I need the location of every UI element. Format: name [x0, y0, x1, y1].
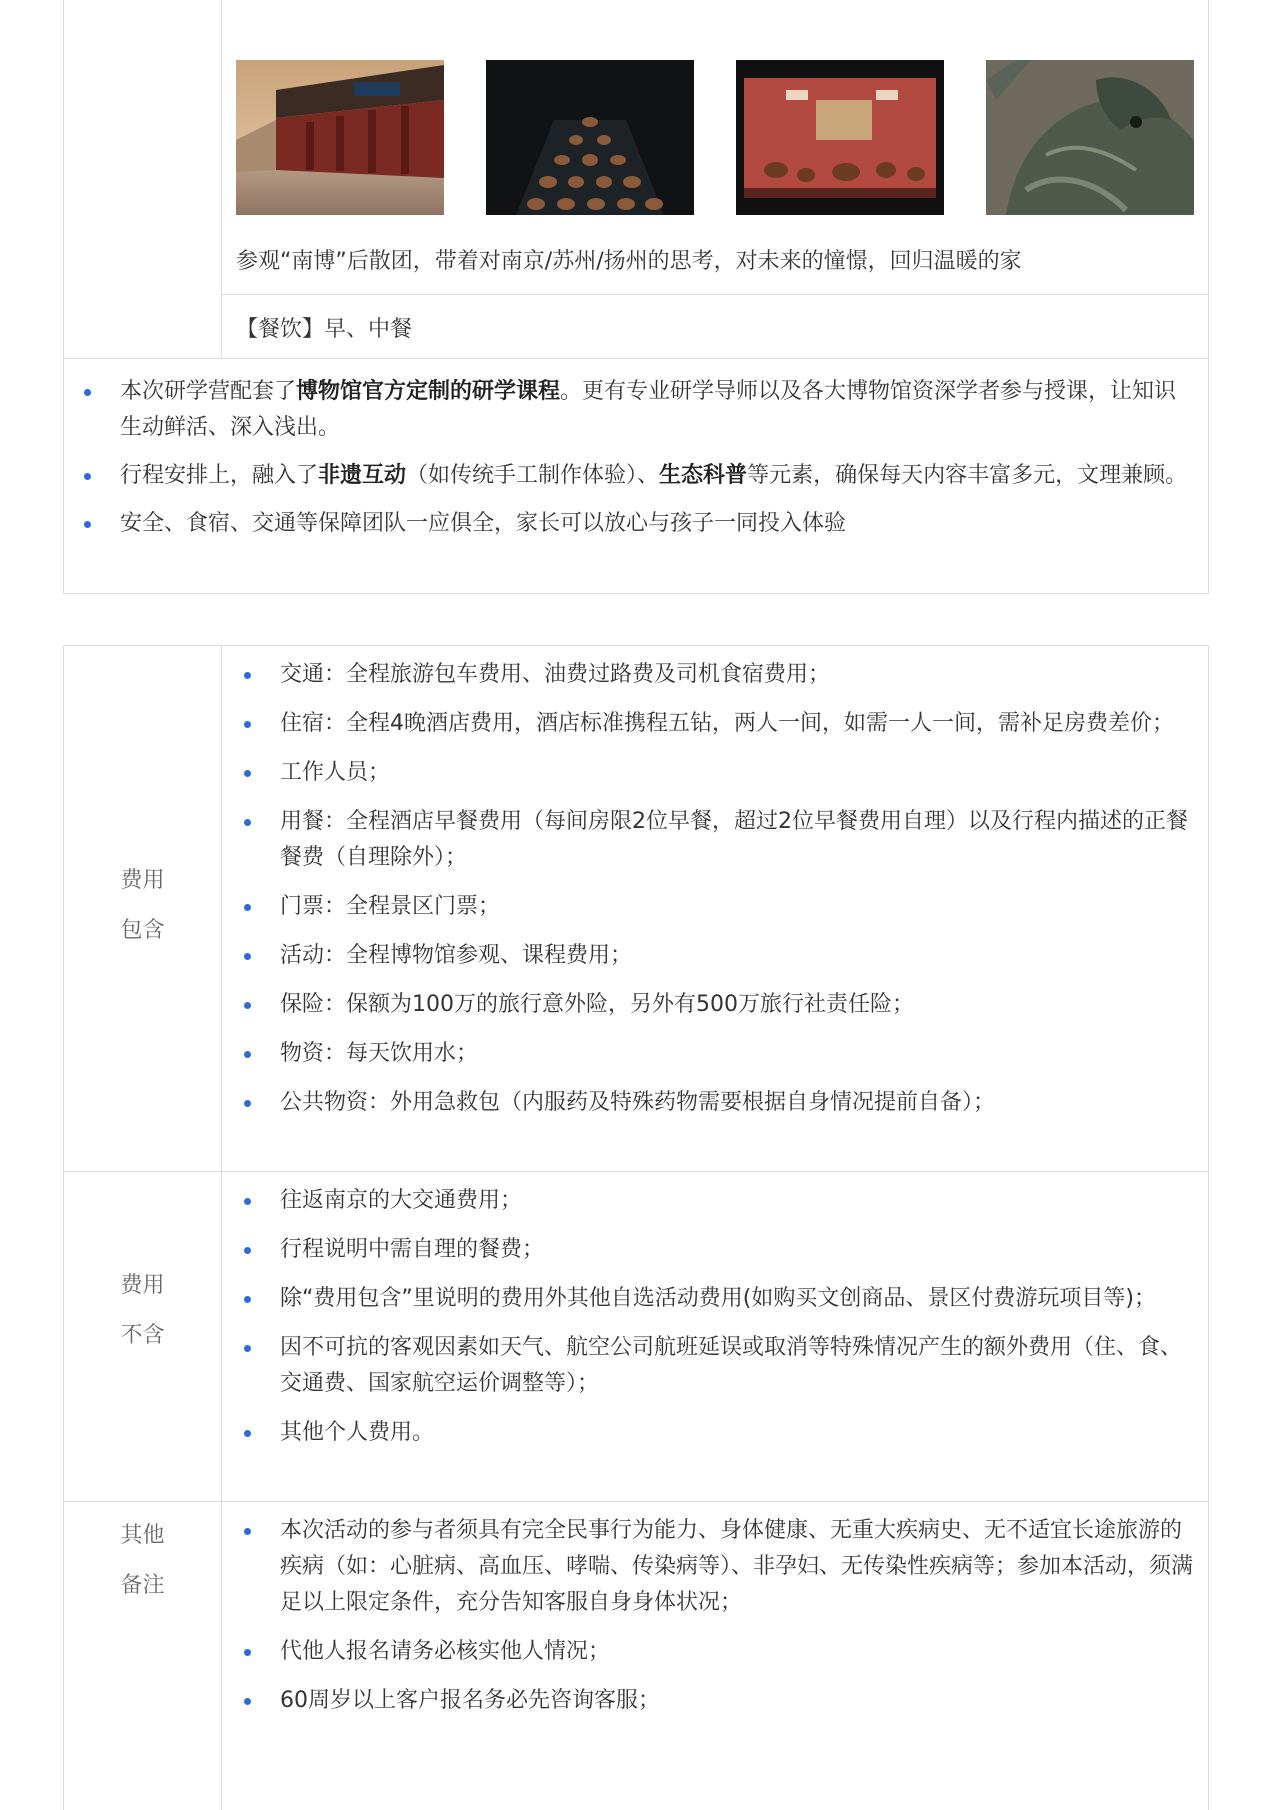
- row-divider: [64, 1171, 1208, 1172]
- highlight-item: 本次研学营配套了博物馆官方定制的研学课程。更有专业研学导师以及各大博物馆资深学者参与授课，让知识生动鲜活、深入浅出。: [84, 374, 1194, 446]
- column-divider: [221, 0, 222, 358]
- meals-info: 【餐饮】早、中餐: [236, 317, 413, 342]
- row-divider: [64, 1501, 1208, 1502]
- list-item: 交通：全程旅游包车费用、油费过路费及司机食宿费用；: [244, 657, 1194, 693]
- list-item: 工作人员；: [244, 755, 1194, 791]
- highlight-item: 安全、食宿、交通等保障团队一应俱全，家长可以放心与孩子一同投入体验: [84, 506, 1194, 542]
- list-item: 代他人报名请务必核实他人情况；: [244, 1634, 1194, 1670]
- list-item: 用餐：全程酒店早餐费用（每间房限2位早餐，超过2位早餐费用自理）以及行程内描述的正餐餐费（自理除外）；: [244, 804, 1194, 876]
- fees-table: [63, 645, 1209, 1810]
- list-item: 因不可抗的客观因素如天气、航空公司航班延误或取消等特殊情况产生的额外费用（住、食、交通费、国家航空运价调整等）；: [244, 1330, 1194, 1402]
- list-item: 活动：全程博物馆参观、课程费用；: [244, 938, 1194, 974]
- list-item: 门票：全程景区门票；: [244, 889, 1194, 925]
- day-caption: 参观“南博”后散团，带着对南京/苏州/扬州的思考，对未来的憧憬，回归温暖的家: [236, 249, 1022, 274]
- itinerary-table: [63, 0, 1209, 594]
- list-item: 住宿：全程4晚酒店费用，酒店标准携程五钻，两人一间，如需一人一间，需补足房费差价；: [244, 706, 1194, 742]
- fees-excluded-list: [244, 1183, 1194, 1464]
- artifacts-display-photo: [486, 60, 694, 215]
- highlight-item: 行程安排上，融入了非遗互动（如传统手工制作体验）、生态科普等元素，确保每天内容丰富多元，文理兼顾。: [84, 458, 1194, 494]
- list-item: 行程说明中需自理的餐费；: [244, 1232, 1194, 1268]
- row-divider: [64, 358, 1208, 359]
- fees-included-label: 费用 包含: [120, 868, 165, 943]
- list-item: 物资：每天饮用水；: [244, 1036, 1194, 1072]
- other-notes-label: 其他 备注: [120, 1523, 165, 1598]
- list-item: 往返南京的大交通费用；: [244, 1183, 1194, 1219]
- row-divider: [222, 294, 1208, 295]
- museum-building-photo: [236, 60, 444, 215]
- column-divider: [221, 646, 222, 1810]
- list-item: 除“费用包含”里说明的费用外其他自选活动费用(如购买文创商品、景区付费游玩项目等)；: [244, 1281, 1194, 1317]
- list-item: 保险：保额为100万的旅行意外险，另外有500万旅行社责任险；: [244, 987, 1194, 1023]
- exhibition-case-photo: [736, 60, 944, 215]
- highlights-list: [84, 374, 1194, 554]
- list-item: 60周岁以上客户报名务必先咨询客服；: [244, 1683, 1194, 1719]
- photo-gallery: [236, 60, 1196, 215]
- list-item: 其他个人费用。: [244, 1415, 1194, 1451]
- bronze-vessel-photo: [986, 60, 1194, 215]
- other-notes-list: [244, 1513, 1194, 1732]
- list-item: 公共物资：外用急救包（内服药及特殊药物需要根据自身情况提前自备）；: [244, 1085, 1194, 1121]
- fees-excluded-label: 费用 不含: [120, 1273, 165, 1348]
- fees-included-list: [244, 657, 1194, 1134]
- list-item: 本次活动的参与者须具有完全民事行为能力、身体健康、无重大疾病史、无不适宜长途旅游的疾病（如：心脏病、高血压、哮喘、传染病等）、非孕妇、无传染性疾病等；参加本活动，须满足以上限定条件，充分告知客服自身身体状况；: [244, 1513, 1194, 1621]
